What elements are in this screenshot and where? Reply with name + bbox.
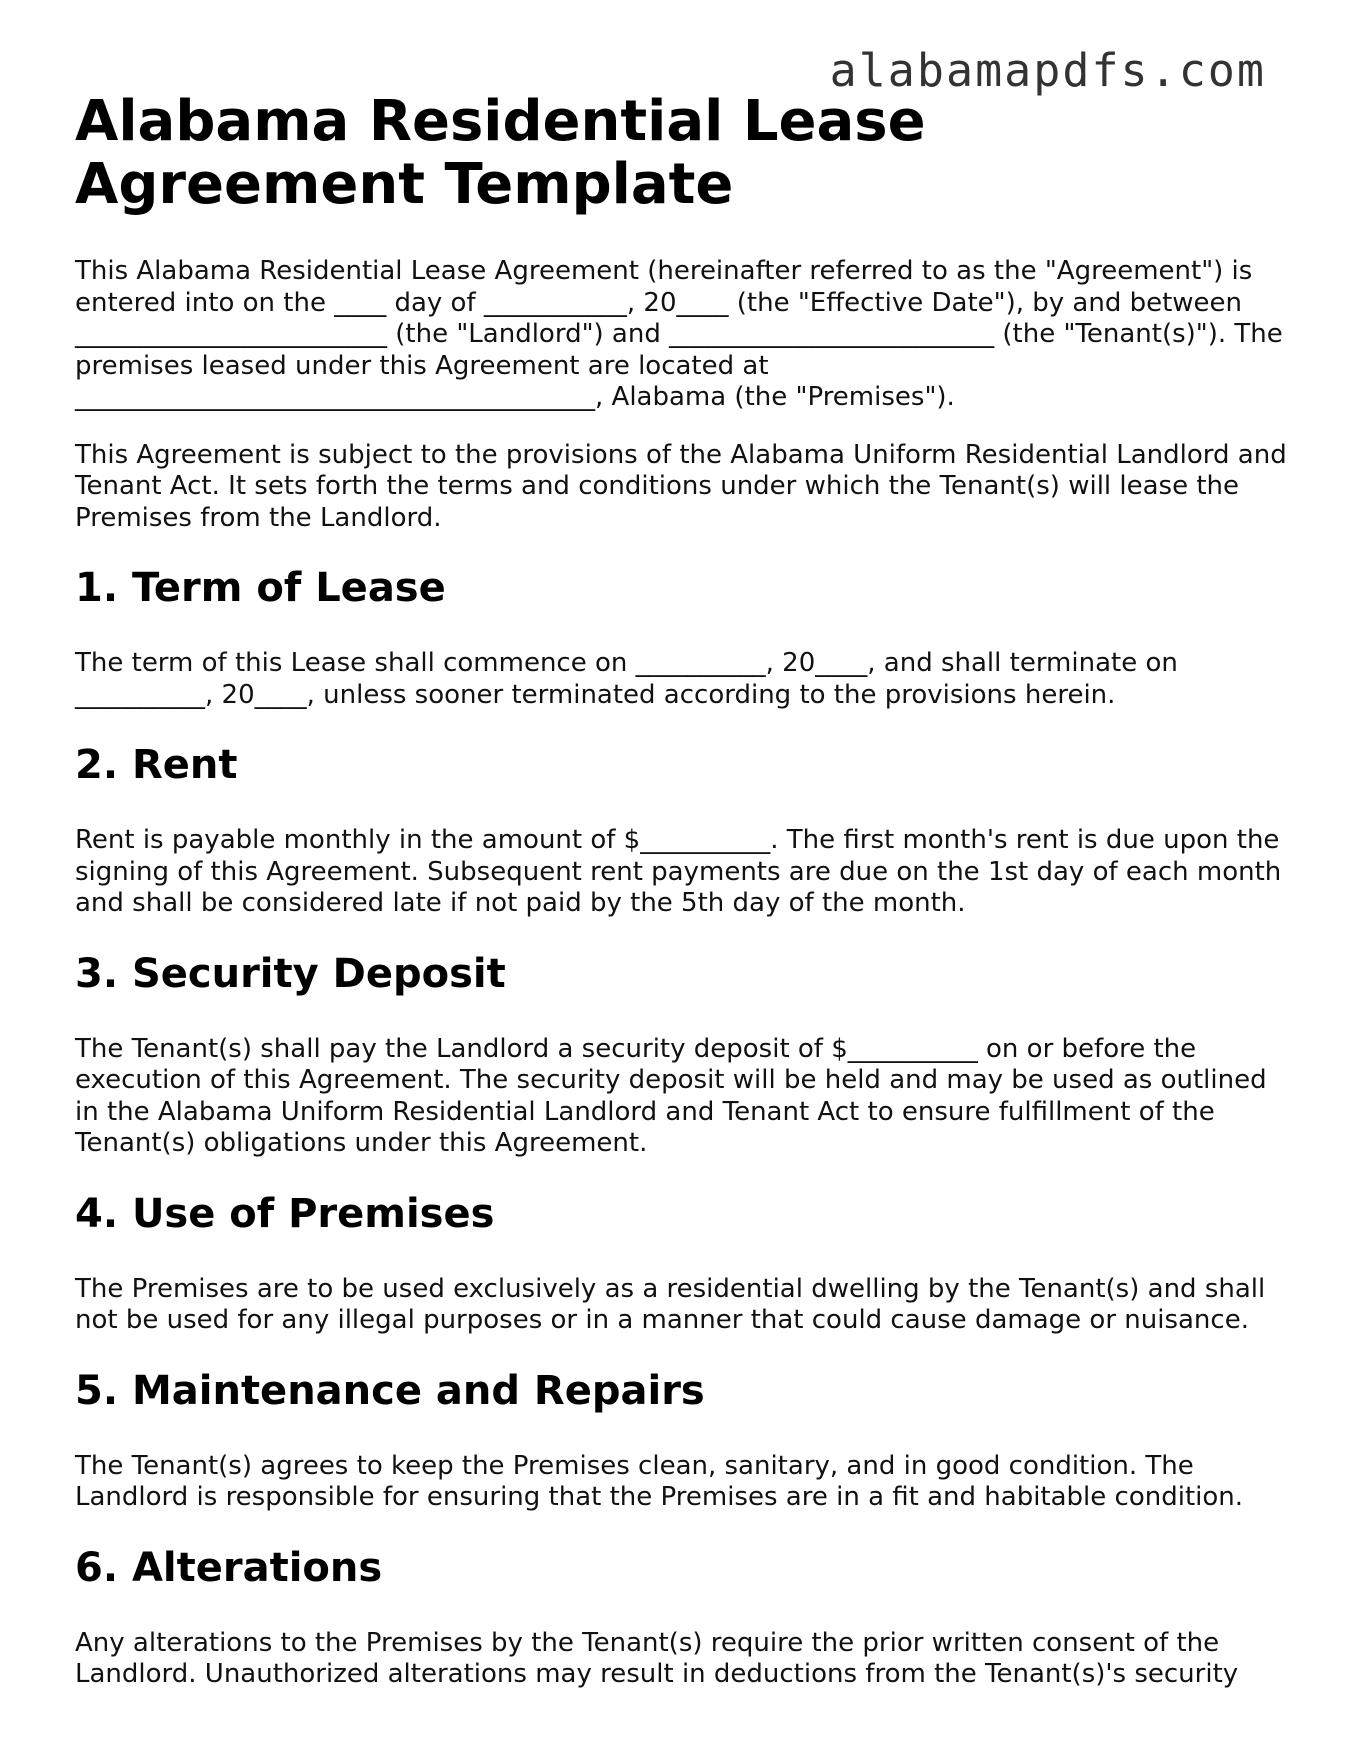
section-body: The Tenant(s) agrees to keep the Premises clean, sanitary, and in good condition. The Landlord is responsible for ensuring that the Premises are in a fit and habitable condition. xyxy=(75,1450,1244,1512)
section-body: Any alterations to the Premises by the Tenant(s) require the prior written consent of the Landlord. Unauthorized alterations may result in deductions from the Tenant(s)'s security xyxy=(75,1627,1239,1689)
site-watermark: alabamapdfs.com xyxy=(829,44,1266,97)
section-heading: 4. Use of Premises xyxy=(75,1190,495,1237)
section-heading: 6. Alterations xyxy=(75,1544,383,1591)
section-body: The Premises are to be used exclusively as a residential dwelling by the Tenant(s) and shall not be used for any illegal purposes or in a manner that could cause damage or nuisance. xyxy=(75,1273,1266,1335)
section-heading: 2. Rent xyxy=(75,742,238,788)
section-body: The term of this Lease shall commence on __________, 20____, and shall terminate on __________, 20____, unless sooner terminated according to the provisions herein. xyxy=(75,648,1178,710)
document-title: Alabama Residential Lease Agreement Template xyxy=(75,89,926,217)
section-use-of-premises xyxy=(75,1190,1295,1337)
section-term-of-lease xyxy=(75,564,1295,711)
section-alterations xyxy=(75,1544,1295,1691)
section-body: Rent is payable monthly in the amount of $__________. The first month's rent is due upon the signing of this Agreement. Subsequent rent payments are due on the 1st day of each month and shall be considered late if not paid by the 5th day of the month. xyxy=(75,825,1282,918)
section-maintenance-and-repairs xyxy=(75,1367,1295,1514)
section-rent xyxy=(75,741,1295,920)
section-body: The Tenant(s) shall pay the Landlord a security deposit of $__________ on or before the execution of this Agreement. The security deposit will be held and may be used as outlined in the Alabama Uniform Residential Landlord and Tenant Act to ensure fulfillment of the Tenant(s) obligations under this Agreement. xyxy=(75,1033,1267,1158)
intro-paragraph: This Agreement is subject to the provisions of the Alabama Uniform Residential Landlord and Tenant Act. It sets forth the terms and conditions under which the Tenant(s) will lease the Premises from the Landlord. xyxy=(75,439,1287,533)
section-security-deposit xyxy=(75,950,1295,1160)
section-heading: 1. Term of Lease xyxy=(75,565,446,611)
document-page xyxy=(75,90,1295,1691)
section-heading: 3. Security Deposit xyxy=(75,950,506,997)
intro-paragraph: This Alabama Residential Lease Agreement (hereinafter referred to as the "Agreement") is entered into on the ____ day of ___________, 20____ (the "Effective Date"), by and between ________________________ (the "Landlord") and _________________________ (the "Tenant(s)"). The premises leased under this Agreement are located at ________________________________________, Alabama (the "Premises"). xyxy=(75,256,1283,412)
section-heading: 5. Maintenance and Repairs xyxy=(75,1367,705,1414)
